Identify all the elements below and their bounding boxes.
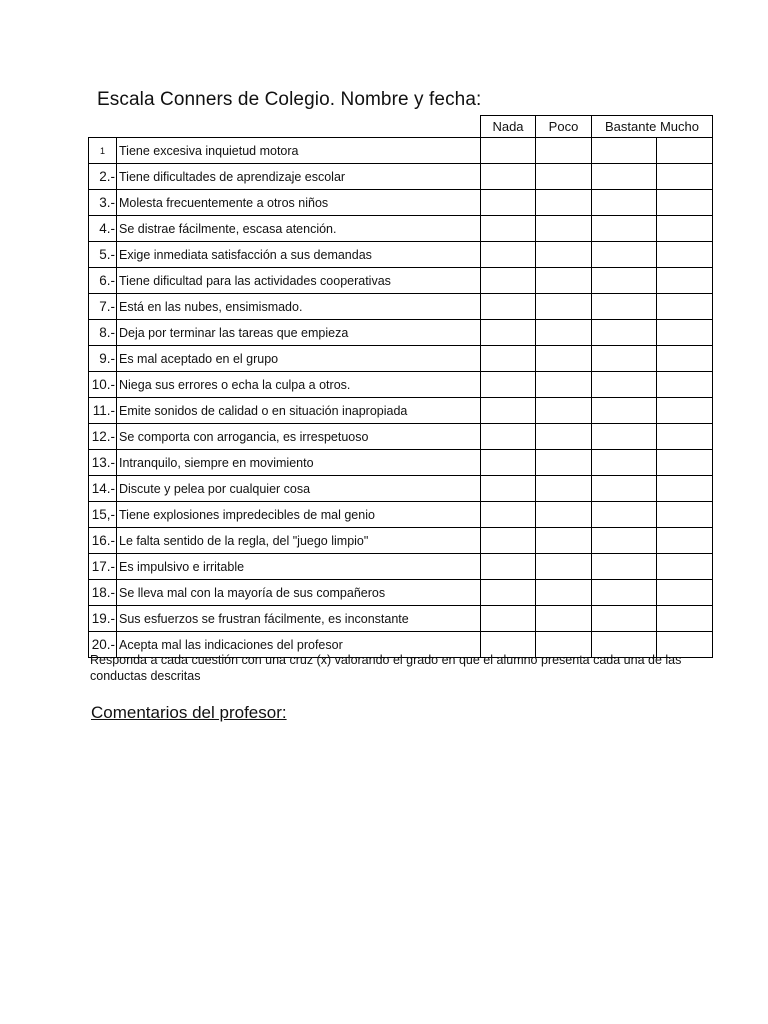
rating-cell-nada[interactable] <box>481 320 536 346</box>
table-row <box>89 424 713 450</box>
rating-cell-bastante[interactable] <box>592 268 657 294</box>
rating-cell-poco[interactable] <box>536 372 592 398</box>
rating-cell-bastante[interactable] <box>592 242 657 268</box>
item-number: 16.- <box>89 528 117 554</box>
rating-cell-bastante[interactable] <box>592 190 657 216</box>
rating-cell-nada[interactable] <box>481 580 536 606</box>
item-text: Discute y pelea por cualquier cosa <box>117 476 481 502</box>
rating-cell-mucho[interactable] <box>657 138 713 164</box>
item-text: Exige inmediata satisfacción a sus demandas <box>117 242 481 268</box>
rating-cell-poco[interactable] <box>536 138 592 164</box>
rating-cell-mucho[interactable] <box>657 190 713 216</box>
rating-cell-mucho[interactable] <box>657 450 713 476</box>
table-row <box>89 268 713 294</box>
item-text: Tiene excesiva inquietud motora <box>117 138 481 164</box>
table-row <box>89 502 713 528</box>
rating-cell-bastante[interactable] <box>592 346 657 372</box>
item-number: 8.- <box>89 320 117 346</box>
table-row <box>89 242 713 268</box>
rating-cell-mucho[interactable] <box>657 242 713 268</box>
rating-cell-bastante[interactable] <box>592 164 657 190</box>
table-row <box>89 580 713 606</box>
rating-cell-poco[interactable] <box>536 242 592 268</box>
rating-cell-bastante[interactable] <box>592 138 657 164</box>
rating-cell-mucho[interactable] <box>657 528 713 554</box>
rating-cell-bastante[interactable] <box>592 528 657 554</box>
table-row <box>89 138 713 164</box>
rating-cell-bastante[interactable] <box>592 606 657 632</box>
rating-cell-poco[interactable] <box>536 268 592 294</box>
rating-cell-bastante[interactable] <box>592 216 657 242</box>
item-text: Intranquilo, siempre en movimiento <box>117 450 481 476</box>
rating-cell-bastante[interactable] <box>592 450 657 476</box>
item-text: Se comporta con arrogancia, es irrespetuoso <box>117 424 481 450</box>
rating-cell-mucho[interactable] <box>657 164 713 190</box>
rating-cell-poco[interactable] <box>536 528 592 554</box>
column-header-poco: Poco <box>536 116 592 138</box>
rating-cell-mucho[interactable] <box>657 476 713 502</box>
rating-cell-poco[interactable] <box>536 294 592 320</box>
item-number: 11.- <box>89 398 117 424</box>
rating-cell-mucho[interactable] <box>657 398 713 424</box>
item-number: 2.- <box>89 164 117 190</box>
rating-cell-poco[interactable] <box>536 606 592 632</box>
item-text: Acepta mal las indicaciones del profesor <box>117 632 481 658</box>
item-text: Sus esfuerzos se frustran fácilmente, es inconstante <box>117 606 481 632</box>
rating-cell-mucho[interactable] <box>657 320 713 346</box>
table-row <box>89 476 713 502</box>
rating-cell-nada[interactable] <box>481 372 536 398</box>
rating-cell-nada[interactable] <box>481 398 536 424</box>
rating-cell-mucho[interactable] <box>657 216 713 242</box>
rating-cell-poco[interactable] <box>536 424 592 450</box>
rating-cell-mucho[interactable] <box>657 606 713 632</box>
rating-cell-bastante[interactable] <box>592 580 657 606</box>
column-header-nada: Nada <box>481 116 536 138</box>
rating-cell-mucho[interactable] <box>657 294 713 320</box>
table-row <box>89 450 713 476</box>
item-number: 15,- <box>89 502 117 528</box>
item-text: Tiene explosiones impredecibles de mal genio <box>117 502 481 528</box>
table-row <box>89 294 713 320</box>
rating-cell-poco[interactable] <box>536 450 592 476</box>
rating-cell-poco[interactable] <box>536 190 592 216</box>
item-number: 17.- <box>89 554 117 580</box>
item-text: Le falta sentido de la regla, del "juego limpio" <box>117 528 481 554</box>
rating-cell-nada[interactable] <box>481 528 536 554</box>
rating-cell-mucho[interactable] <box>657 554 713 580</box>
rating-cell-bastante[interactable] <box>592 502 657 528</box>
rating-cell-nada[interactable] <box>481 138 536 164</box>
item-number: 19.- <box>89 606 117 632</box>
rating-cell-poco[interactable] <box>536 164 592 190</box>
rating-cell-nada[interactable] <box>481 242 536 268</box>
item-number: 9.- <box>89 346 117 372</box>
table-row <box>89 164 713 190</box>
item-number: 4.- <box>89 216 117 242</box>
table-row <box>89 554 713 580</box>
rating-cell-nada[interactable] <box>481 164 536 190</box>
rating-cell-poco[interactable] <box>536 398 592 424</box>
rating-cell-bastante[interactable] <box>592 372 657 398</box>
rating-cell-nada[interactable] <box>481 606 536 632</box>
rating-cell-poco[interactable] <box>536 346 592 372</box>
item-number: 5.- <box>89 242 117 268</box>
item-number: 13.- <box>89 450 117 476</box>
rating-cell-nada[interactable] <box>481 554 536 580</box>
rating-cell-nada[interactable] <box>481 502 536 528</box>
table-row <box>89 320 713 346</box>
rating-cell-mucho[interactable] <box>657 424 713 450</box>
rating-cell-poco[interactable] <box>536 216 592 242</box>
comments-heading: Comentarios del profesor: <box>91 703 287 722</box>
table-row <box>89 372 713 398</box>
rating-cell-nada[interactable] <box>481 450 536 476</box>
item-number: 10.- <box>89 372 117 398</box>
item-number: 3.- <box>89 190 117 216</box>
item-text: Tiene dificultad para las actividades cooperativas <box>117 268 481 294</box>
rating-cell-bastante[interactable] <box>592 554 657 580</box>
page-title: Escala Conners de Colegio. Nombre y fecha: <box>97 89 482 110</box>
item-number: 12.- <box>89 424 117 450</box>
rating-cell-nada[interactable] <box>481 476 536 502</box>
table-row <box>89 528 713 554</box>
rating-cell-poco[interactable] <box>536 320 592 346</box>
table-row <box>89 190 713 216</box>
item-number: 1 <box>89 138 117 164</box>
item-number: 20.- <box>89 632 117 658</box>
item-text: Se distrae fácilmente, escasa atención. <box>117 216 481 242</box>
rating-cell-bastante[interactable] <box>592 476 657 502</box>
rating-cell-mucho[interactable] <box>657 268 713 294</box>
rating-cell-poco[interactable] <box>536 554 592 580</box>
item-text: Está en las nubes, ensimismado. <box>117 294 481 320</box>
item-text: Deja por terminar las tareas que empieza <box>117 320 481 346</box>
item-number: 7.- <box>89 294 117 320</box>
rating-cell-bastante[interactable] <box>592 424 657 450</box>
rating-table <box>88 115 713 658</box>
item-number: 18.- <box>89 580 117 606</box>
item-number: 6.- <box>89 268 117 294</box>
item-text: Niega sus errores o echa la culpa a otros. <box>117 372 481 398</box>
rating-cell-bastante[interactable] <box>592 294 657 320</box>
rating-cell-mucho[interactable] <box>657 502 713 528</box>
item-text: Es mal aceptado en el grupo <box>117 346 481 372</box>
table-row <box>89 398 713 424</box>
rating-cell-bastante[interactable] <box>592 398 657 424</box>
rating-cell-nada[interactable] <box>481 268 536 294</box>
table-row <box>89 216 713 242</box>
rating-cell-poco[interactable] <box>536 580 592 606</box>
rating-cell-nada[interactable] <box>481 216 536 242</box>
item-text: Tiene dificultades de aprendizaje escolar <box>117 164 481 190</box>
item-text: Molesta frecuentemente a otros niños <box>117 190 481 216</box>
rating-cell-bastante[interactable] <box>592 320 657 346</box>
rating-cell-nada[interactable] <box>481 424 536 450</box>
item-text: Se lleva mal con la mayoría de sus compañeros <box>117 580 481 606</box>
item-text: Emite sonidos de calidad o en situación inapropiada <box>117 398 481 424</box>
item-text: Es impulsivo e irritable <box>117 554 481 580</box>
column-header-bastante-mucho: Bastante Mucho <box>592 116 713 138</box>
rating-cell-poco[interactable] <box>536 502 592 528</box>
rating-cell-nada[interactable] <box>481 190 536 216</box>
rating-cell-mucho[interactable] <box>657 580 713 606</box>
rating-cell-poco[interactable] <box>536 476 592 502</box>
table-header-row <box>89 116 713 138</box>
rating-cell-nada[interactable] <box>481 346 536 372</box>
rating-cell-mucho[interactable] <box>657 346 713 372</box>
rating-cell-nada[interactable] <box>481 294 536 320</box>
table-row <box>89 606 713 632</box>
rating-cell-mucho[interactable] <box>657 372 713 398</box>
item-number: 14.- <box>89 476 117 502</box>
instructions-text: Responda a cada cuestión con una cruz (x) valorando el grado en que el alumno presenta cada una de las conductas descritas <box>90 653 682 683</box>
table-row <box>89 346 713 372</box>
